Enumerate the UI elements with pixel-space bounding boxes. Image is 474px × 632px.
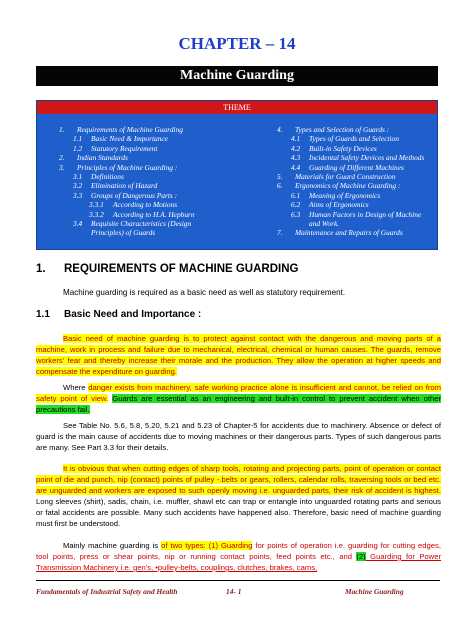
section-1-heading <box>36 263 298 275</box>
theme-item-text: Meaning of Ergonomics <box>309 190 381 200</box>
theme-item <box>277 144 437 153</box>
theme-item <box>277 228 437 237</box>
section-1-number: 1. <box>36 263 46 275</box>
highlighted-text: of two types: (1) Guarding <box>161 541 253 550</box>
paragraph-obvious <box>36 463 441 529</box>
theme-item <box>277 172 437 181</box>
theme-item <box>277 125 437 134</box>
theme-item <box>277 163 437 172</box>
theme-right-column <box>277 125 437 238</box>
theme-item-text: Basic Need & Importance <box>91 134 168 144</box>
theme-item <box>277 219 437 228</box>
theme-item-number: 1.1 <box>73 134 83 144</box>
theme-item-text: Human Factors in Design of Machine <box>309 209 422 219</box>
theme-item-number: 3.2 <box>73 181 83 191</box>
theme-item-number: 4.2 <box>291 143 301 153</box>
theme-item-text: Definitions <box>91 172 124 182</box>
theme-item-text: Types and Selection of Guards : <box>295 125 390 134</box>
theme-item-number: 3.3 <box>73 190 83 200</box>
theme-item-number: 6.1 <box>291 190 301 200</box>
theme-item-number: 4.1 <box>291 134 301 144</box>
theme-item-text: Elimination of Hazard <box>91 181 158 191</box>
theme-item <box>59 144 274 153</box>
plain-text: Where <box>63 383 89 392</box>
theme-item-number: 7. <box>277 228 283 238</box>
plain-text: See Table No. 5.6, 5.8, 5.20, 5.21 and 5.23 of Chapter-5 for accidents due to machinery. Absence or defect of guard is the main cause of accidents due to moving machines or their dangerous parts. Types of such dangerous parts are many. See Part 3.3 for their details. <box>36 421 441 452</box>
theme-item-text: Requisite Characteristics (Design <box>91 219 192 229</box>
paragraph-tables <box>36 420 441 453</box>
theme-item-text: Incidental Safety Devices and Methods <box>309 153 425 163</box>
theme-item <box>59 153 274 162</box>
paragraph-types <box>36 540 441 573</box>
green-highlighted-text: (2) <box>356 552 366 561</box>
theme-item-text: Statutory Requirement <box>91 143 158 153</box>
theme-item-text: Built-in Safety Devices <box>309 143 377 153</box>
theme-item-text: Aims of Ergonomics <box>309 200 369 210</box>
theme-item-text: Requirements of Machine Guarding <box>77 125 183 134</box>
theme-label: THEME <box>37 101 437 114</box>
theme-left-column <box>59 125 274 238</box>
section-1-title: REQUIREMENTS OF MACHINE GUARDING <box>64 263 299 275</box>
section-1-intro: Machine guarding is required as a basic need as well as statutory requirement. <box>63 288 346 297</box>
section-1-1-title: Basic Need and Importance : <box>64 309 202 320</box>
theme-item-number: 3.1 <box>73 172 83 182</box>
theme-item-number: 3. <box>59 162 65 172</box>
theme-item <box>277 210 437 219</box>
paragraph-danger <box>36 382 441 415</box>
theme-item <box>59 134 274 143</box>
red-text: for points of operation i.e. guarding for cutting edges, tool points, press or shear points, nip or running contact points, feed points etc., and <box>36 541 441 561</box>
theme-item <box>59 191 274 200</box>
footer-page-number: 14- 1 <box>226 587 242 596</box>
theme-item-text: and Work. <box>309 219 340 229</box>
theme-item-number: 6.2 <box>291 200 301 210</box>
highlighted-text: danger exists from machinery, safe working practice alone is insufficient and cannot, be relied on from safety point of view. <box>36 383 441 403</box>
footer-chapter-name: Machine Guarding <box>345 587 404 596</box>
theme-item <box>277 153 437 162</box>
footer-rule <box>36 580 440 581</box>
theme-item-number: 1.2 <box>73 143 83 153</box>
theme-item <box>277 191 437 200</box>
theme-item-text: Groups of Dangerous Parts : <box>91 190 178 200</box>
theme-item <box>59 163 274 172</box>
theme-item-number: 2. <box>59 153 65 163</box>
theme-item-text: Principles) of Guards <box>91 228 156 238</box>
theme-item <box>59 181 274 190</box>
chapter-number: CHAPTER – 14 <box>178 34 296 53</box>
footer-book-title: Fundamentals of Industrial Safety and Health <box>36 587 178 596</box>
theme-item <box>59 210 274 219</box>
theme-item-text: According to H.A. Hepburn <box>113 209 195 219</box>
theme-item-number: 4.4 <box>291 162 301 172</box>
theme-item-text: According to Motions <box>113 200 178 210</box>
theme-item-number: 3.4 <box>73 219 83 229</box>
red-underlined-text: Guarding for Power Transmission Machinery i.e. gen's, •pulley-belts, couplings, clutches, brakes, cams, <box>36 552 441 572</box>
theme-item <box>59 200 274 209</box>
section-1-1-heading <box>36 309 201 320</box>
theme-item-text: Maintenance and Repairs of Guards <box>295 228 403 238</box>
theme-item-number: 4. <box>277 125 283 134</box>
theme-item-number: 1. <box>59 125 65 134</box>
plain-text: Mainly machine guarding is <box>63 541 162 550</box>
theme-item-text: Indian Standards <box>77 153 128 163</box>
highlighted-text: Basic need of machine guarding is to protect against contact with the dangerous and moving parts of a machine, work in process and failure due to mechanical, electrical, chemical or human causes. The guards, remove workers' fear and thereby increase their morale and the production. They allow the operation at higher speeds and compensate the expenditure on guarding. <box>36 334 441 376</box>
green-highlighted-text: Guards are essential as an engineering and built-in control to prevent accident when other precautions fail. <box>36 394 441 414</box>
theme-item <box>59 228 274 237</box>
theme-item-text: Ergonomics of Machine Guarding : <box>295 181 401 191</box>
paragraph-basic-need <box>36 333 441 377</box>
theme-item-number: 5. <box>277 172 283 182</box>
theme-item-number: 3.3.1 <box>89 200 104 210</box>
theme-item <box>277 200 437 209</box>
theme-item <box>59 172 274 181</box>
plain-text: Long sleeves (shirt), sadis, chain, i.e. muffler, shawl etc can trap or entangle into unguarded rotating parts and serious or fatal accidents are possible. Many such accidents have happened also. Therefore, basic need of machine guarding must first be understood. <box>36 497 441 528</box>
highlighted-text: It is obvious that when cutting edges of sharp tools, rotating and projecting parts, point of operation or contact point of die and punch, nip (contact) points of pulley -.belts or gears, rollers, calendar rolls, traversing tools or bed etc. are unguarded and workers are exposed to such openly moving i.e. unguarded parts, their risk of accident is highest. <box>36 464 441 495</box>
theme-item-text: Types of Guards and Selection <box>309 134 399 144</box>
theme-box <box>36 100 438 250</box>
theme-item <box>59 219 274 228</box>
theme-item <box>277 181 437 190</box>
theme-item <box>277 134 437 143</box>
theme-item-text: Principles of Machine Guarding : <box>77 162 178 172</box>
section-1-1-number: 1.1 <box>36 309 50 320</box>
theme-item-text: Guarding of Different Machines <box>309 162 404 172</box>
theme-item-text: Materials for Guard Construction <box>295 172 396 182</box>
theme-item-number: 4.3 <box>291 153 301 163</box>
theme-item-number: 6. <box>277 181 283 191</box>
theme-item <box>59 125 274 134</box>
chapter-title-bar: Machine Guarding <box>36 66 438 86</box>
theme-item-number: 6.3 <box>291 209 301 219</box>
theme-item-number: 3.3.2 <box>89 209 104 219</box>
